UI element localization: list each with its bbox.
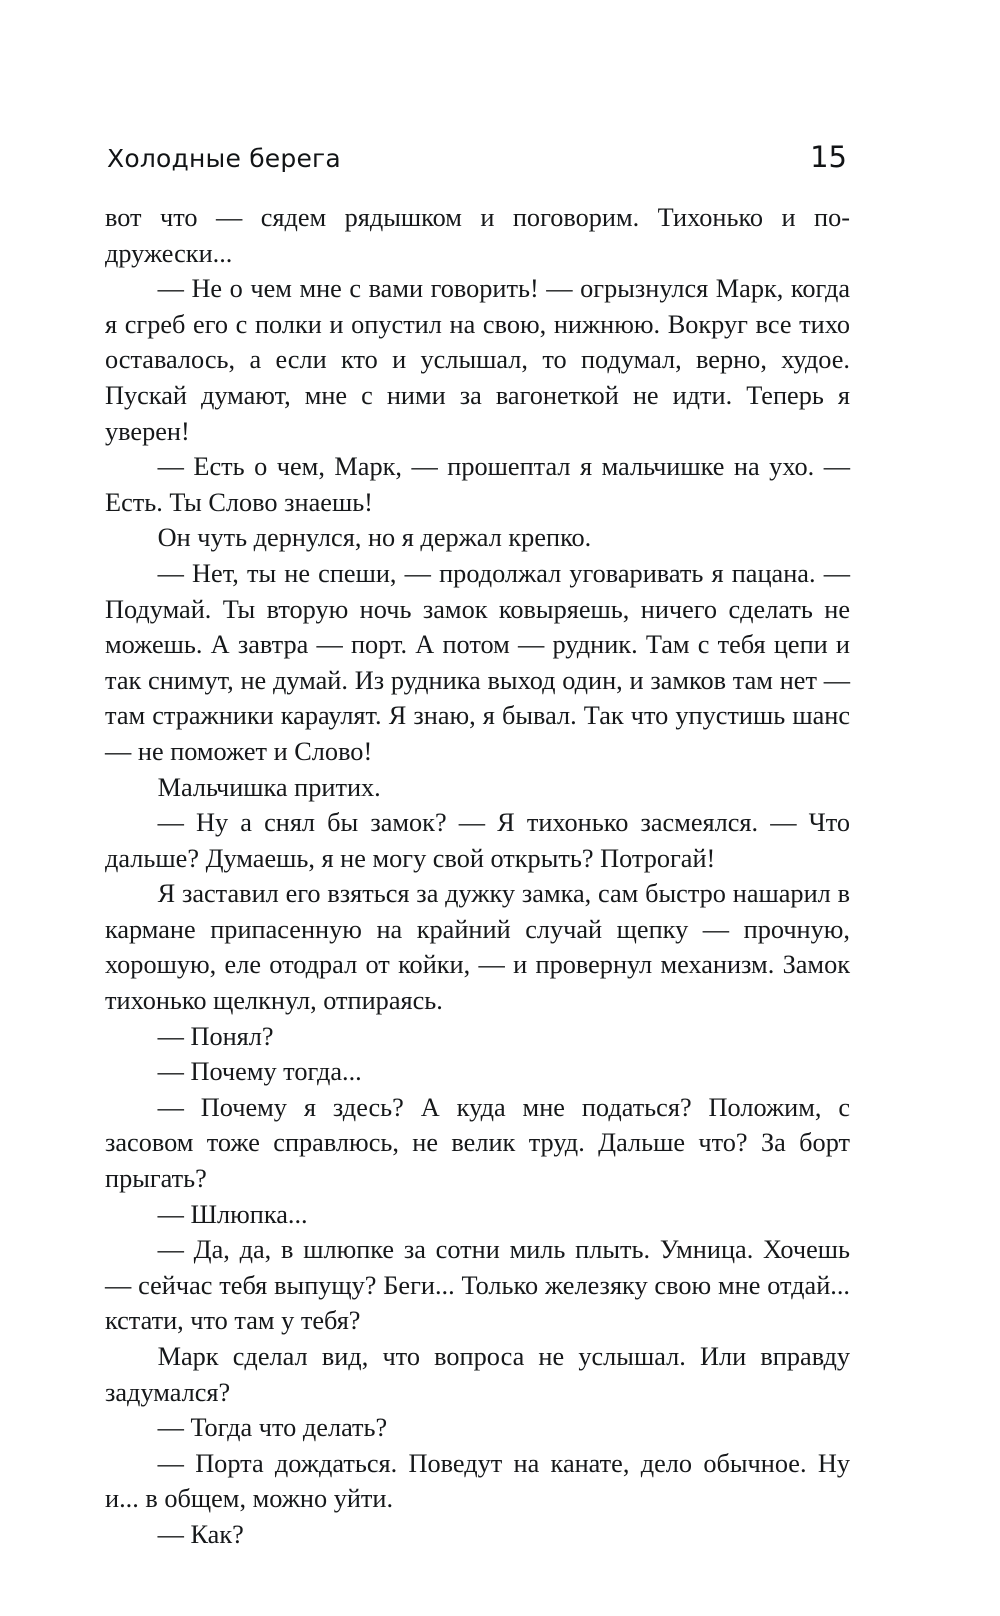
paragraph: — Не о чем мне с вами говорить! — огрызнулся Марк, когда я сгреб его с полки и опустил на свою, нижнюю. Вокруг все тихо оставалось, а если кто и услышал, то подумал, верно, худое. Пускай думают, мне с ними за вагонеткой не идти. Теперь я уверен! — [105, 274, 850, 446]
paragraph: — Почему тогда... — [157, 1057, 362, 1087]
paragraph: — Порта дождаться. Поведут на канате, дело обычное. Ну и... в общем, можно уйти. — [105, 1448, 850, 1514]
paragraph: — Шлюпка... — [157, 1199, 308, 1229]
body-text — [105, 200, 850, 1553]
paragraph: — Да, да, в шлюпке за сотни миль плыть. Умница. Хочешь — сейчас тебя выпущу? Беги... Только железяку свою мне отдай... кстати, что там у тебя? — [105, 1235, 850, 1336]
paragraph: — Почему я здесь? А куда мне податься? Положим, с засовом тоже справлюсь, не велик труд. Дальше что? За борт прыгать? — [105, 1092, 850, 1194]
paragraph: вот что — сядем рядышком и поговорим. Тихонько и по-дружески... — [105, 203, 850, 268]
page-title: Холодные берега — [107, 144, 341, 173]
page-number: 15 — [810, 140, 847, 174]
paragraph: — Ну а снял бы замок? — Я тихонько засмеялся. — Что дальше? Думаешь, я не могу свой открыть? Потрогай! — [105, 808, 850, 873]
paragraph: Я заставил его взяться за дужку замка, сам быстро нашарил в кармане припасенную на крайний случай щепку — прочную, хорошую, еле отодрал от койки, — и провернул механизм. Замок тихонько щелкнул, отпираясь. — [105, 879, 850, 1016]
paragraph: Марк сделал вид, что вопроса не услышал. Или вправду задумался? — [105, 1342, 850, 1407]
running-head — [107, 140, 847, 174]
paragraph: — Нет, ты не спеши, — продолжал уговаривать я пацана. — Подумай. Ты вторую ночь замок ковыряешь, ничего сделать не можешь. А завтра — порт. А потом — рудник. Там с тебя цепи и так снимут, не думай. Из рудника выход один, и замков там нет — там стражники караулят. Я знаю, я бывал. Так что упустишь шанс — не поможет и Слово! — [105, 558, 850, 766]
paragraph: Он чуть дернулся, но я держал крепко. — [157, 523, 592, 553]
paragraph: — Понял? — [157, 1021, 274, 1051]
paragraph: — Есть о чем, Марк, — прошептал я мальчишке на ухо. — Есть. Ты Слово знаешь! — [105, 452, 850, 517]
paragraph: — Как? — [157, 1519, 244, 1549]
paragraph: — Тогда что делать? — [157, 1413, 388, 1443]
paragraph: Мальчишка притих. — [157, 772, 381, 802]
